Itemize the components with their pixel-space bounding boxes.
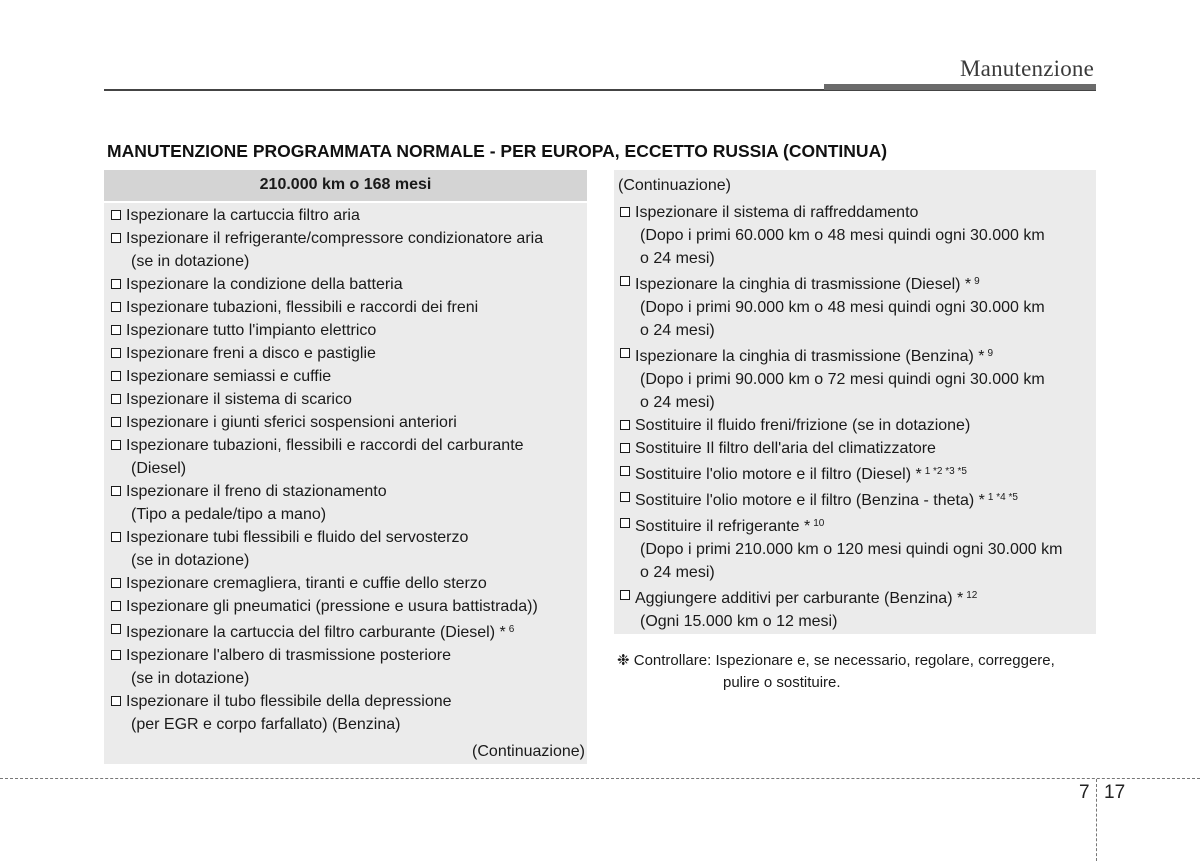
checkbox-square-icon [111, 440, 121, 450]
checklist-item-text: Ispezionare semiassi e cuffie [126, 368, 332, 385]
checklist-item [619, 437, 1092, 460]
checkbox-square-icon [111, 394, 121, 404]
footnote-reference: 1 *2 *3 *5 [924, 466, 967, 477]
checkbox-square-icon [111, 696, 121, 706]
footnote-reference: 12 [966, 590, 978, 601]
checklist-item-text: Ispezionare il refrigerante/compressore condizionatore aria [126, 230, 544, 247]
checklist-item [110, 618, 583, 644]
checkbox-square-icon [620, 276, 630, 286]
checkbox-square-icon [111, 486, 121, 496]
continuation-top-label: (Continuazione) [618, 177, 731, 194]
checklist-item-text: Aggiungere additivi per carburante (Benzina) * [635, 590, 964, 607]
checkbox-square-icon [620, 518, 630, 528]
checklist-item-text: Sostituire l'olio motore e il filtro (Diesel) * [635, 466, 922, 483]
footnote-line-2: pulire o sostituire. [723, 674, 841, 691]
page-number: 17 [1104, 782, 1126, 803]
checklist-item [619, 201, 1092, 270]
continuation-label: (Continuazione) [472, 743, 585, 760]
checklist-item [110, 526, 583, 572]
checklist-item-text: Ispezionare l'albero di trasmissione posteriore [126, 647, 451, 664]
checklist-item [619, 414, 1092, 437]
chapter-number: 7 [1079, 782, 1090, 803]
checklist-item-detail: (Dopo i primi 90.000 km o 48 mesi quindi ogni 30.000 km [640, 299, 1045, 316]
checklist-item-text: Ispezionare la cinghia di trasmissione (Benzina) * [635, 348, 985, 365]
checklist-item-detail: o 24 mesi) [640, 322, 715, 339]
footnote-reference: 9 [974, 276, 980, 287]
checklist-item-text: Ispezionare tutto l'impianto elettrico [126, 322, 377, 339]
checklist-item [110, 204, 583, 227]
checklist-item-text: Sostituire Il filtro dell'aria del climatizzatore [635, 440, 936, 457]
checkbox-square-icon [620, 492, 630, 502]
checklist-item-detail: (Ogni 15.000 km o 12 mesi) [640, 613, 838, 630]
checklist-item-text: Ispezionare il freno di stazionamento [126, 483, 387, 500]
checklist-item-text: Ispezionare la cartuccia filtro aria [126, 207, 360, 224]
footer-divider [1096, 779, 1097, 861]
footnote-reference: 10 [813, 518, 825, 529]
checklist-item [110, 411, 583, 434]
checklist-item [110, 296, 583, 319]
left-checklist-panel [104, 170, 587, 764]
checklist-item-text: Sostituire il refrigerante * [635, 518, 811, 535]
checkbox-square-icon [111, 279, 121, 289]
interval-heading: 210.000 km o 168 mesi [104, 170, 587, 203]
checkbox-square-icon [620, 443, 630, 453]
footnote [617, 650, 1055, 694]
checklist-item [619, 512, 1092, 584]
checklist-item-text: Ispezionare la cinghia di trasmissione (Diesel) * [635, 276, 972, 293]
checklist-item-text: Ispezionare i giunti sferici sospensioni anteriori [126, 414, 457, 431]
checkbox-square-icon [111, 233, 121, 243]
checkbox-square-icon [620, 420, 630, 430]
footnote-reference: 9 [987, 348, 994, 359]
footnote-reference: 1 *4 *5 [987, 492, 1018, 503]
checklist-item-detail: o 24 mesi) [640, 250, 715, 267]
section-title: MANUTENZIONE PROGRAMMATA NORMALE - PER EUROPA, ECCETTO RUSSIA (CONTINUA) [107, 141, 888, 161]
checklist-item [619, 486, 1092, 512]
checklist-item-text: Ispezionare tubi flessibili e fluido del servosterzo [126, 529, 469, 546]
checklist-item [110, 644, 583, 690]
checklist-item [110, 365, 583, 388]
checklist-item-detail: (Dopo i primi 90.000 km o 72 mesi quindi ogni 30.000 km [640, 371, 1045, 388]
checklist-item-text: Ispezionare il sistema di raffreddamento [635, 204, 919, 221]
right-checklist [614, 201, 1096, 633]
checklist-item-text: Ispezionare tubazioni, flessibili e raccordi del carburante [126, 437, 524, 454]
checklist-item-text: Sostituire l'olio motore e il filtro (Benzina - theta) * [635, 492, 985, 509]
checkbox-square-icon [111, 348, 121, 358]
checklist-item-text: Ispezionare la cartuccia del filtro carburante (Diesel) * [126, 624, 506, 641]
checklist-item [619, 460, 1092, 486]
checklist-item [110, 480, 583, 526]
checklist-item [110, 273, 583, 296]
checklist-item [110, 690, 583, 736]
checkbox-square-icon [111, 532, 121, 542]
checklist-item-detail: (se in dotazione) [131, 253, 250, 270]
checklist-item-detail: o 24 mesi) [640, 564, 715, 581]
checklist-item-detail: (Dopo i primi 60.000 km o 48 mesi quindi ogni 30.000 km [640, 227, 1045, 244]
checklist-item-text: Ispezionare il tubo flessibile della depressione [126, 693, 452, 710]
checkbox-square-icon [620, 348, 630, 358]
checklist-item-detail: (Dopo i primi 210.000 km o 120 mesi quindi ogni 30.000 km [640, 541, 1063, 558]
checklist-item [110, 342, 583, 365]
checklist-item-text: Ispezionare cremagliera, tiranti e cuffie dello sterzo [126, 575, 487, 592]
right-checklist-panel [614, 170, 1096, 634]
checklist-item-detail: (Tipo a pedale/tipo a mano) [131, 506, 327, 523]
footnote-line-1: ❉ Controllare: Ispezionare e, se necessario, regolare, correggere, [617, 652, 1055, 669]
checkbox-square-icon [111, 624, 121, 634]
checkbox-square-icon [111, 417, 121, 427]
checklist-item [110, 319, 583, 342]
checkbox-square-icon [620, 466, 630, 476]
checklist-item [619, 270, 1092, 342]
checkbox-square-icon [620, 590, 630, 600]
checklist-item [619, 584, 1092, 633]
checklist-item [110, 595, 583, 618]
checklist-item-detail: (Diesel) [131, 460, 187, 477]
checklist-item [619, 342, 1092, 414]
checklist-item-detail: (se in dotazione) [131, 670, 250, 687]
checkbox-square-icon [111, 601, 121, 611]
footnote-reference: 6 [508, 624, 515, 635]
checklist-item [110, 227, 583, 273]
checklist-item [110, 388, 583, 411]
checkbox-square-icon [111, 578, 121, 588]
checklist-item-text: Ispezionare gli pneumatici (pressione e usura battistrada)) [126, 598, 538, 615]
checkbox-square-icon [111, 371, 121, 381]
footer-rule [0, 778, 1200, 779]
checkbox-square-icon [111, 650, 121, 660]
checklist-item-detail: (se in dotazione) [131, 552, 250, 569]
checkbox-square-icon [111, 325, 121, 335]
checkbox-square-icon [620, 207, 630, 217]
checkbox-square-icon [111, 210, 121, 220]
checklist-item [110, 434, 583, 480]
checklist-item-detail: (per EGR e corpo farfallato) (Benzina) [131, 716, 401, 733]
checklist-item-text: Ispezionare tubazioni, flessibili e raccordi dei freni [126, 299, 479, 316]
checkbox-square-icon [111, 302, 121, 312]
checklist-item-detail: o 24 mesi) [640, 394, 715, 411]
header-rule-accent [824, 84, 1096, 90]
checklist-item-text: Ispezionare il sistema di scarico [126, 391, 352, 408]
checklist-item-text: Ispezionare la condizione della batteria [126, 276, 403, 293]
checklist-item [110, 572, 583, 595]
checklist-item-text: Sostituire il fluido freni/frizione (se in dotazione) [635, 417, 971, 434]
left-checklist [104, 203, 587, 736]
page-header-title: Manutenzione [960, 56, 1094, 81]
checklist-item-text: Ispezionare freni a disco e pastiglie [126, 345, 376, 362]
